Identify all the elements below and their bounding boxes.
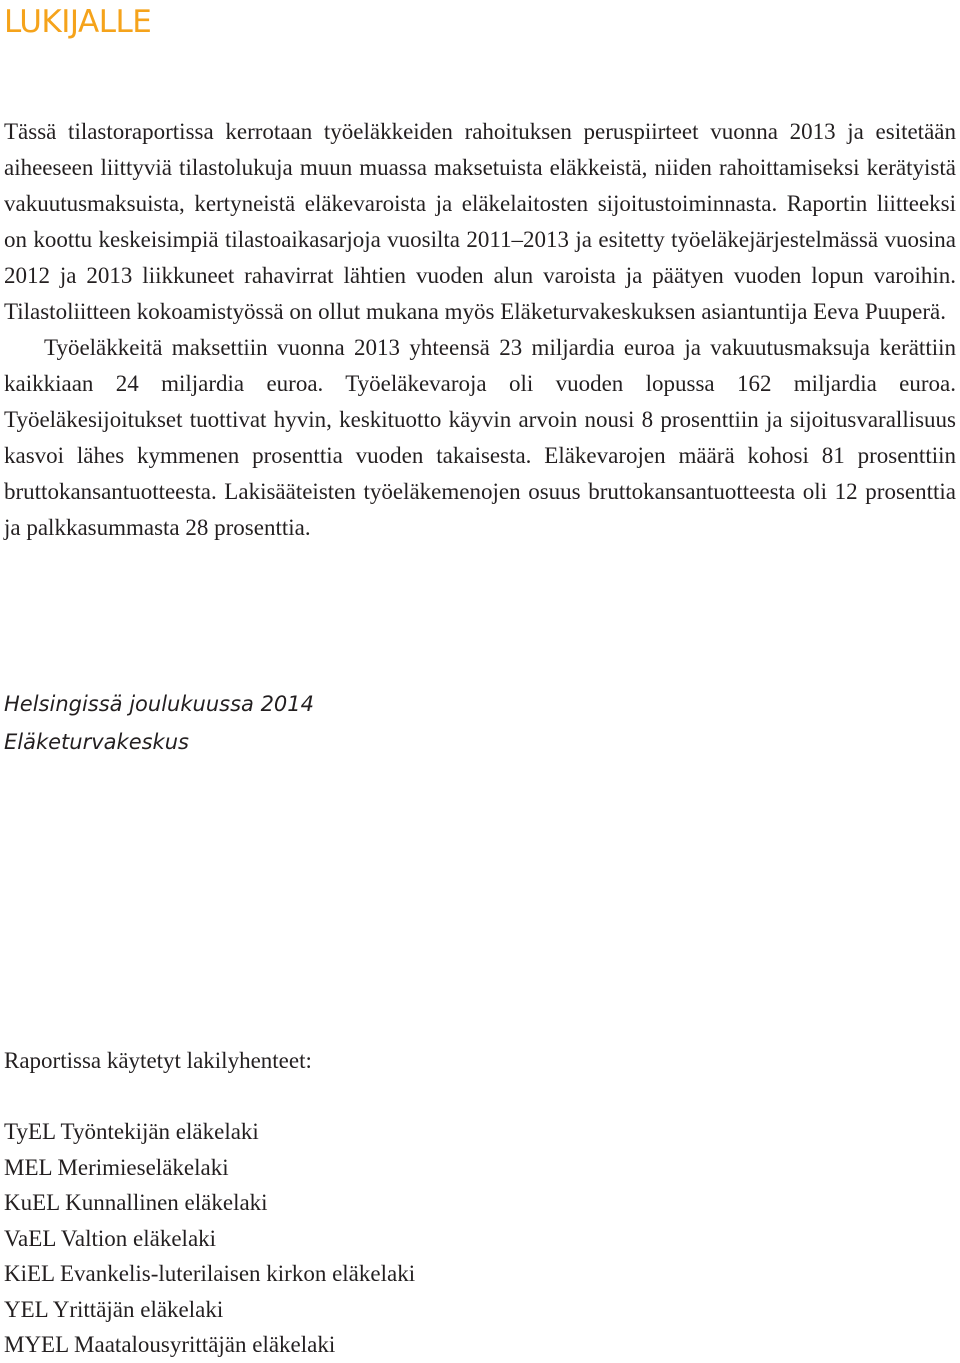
- list-item: TyEL Työntekijän eläkelaki: [4, 1119, 259, 1144]
- intro-text: [4, 114, 956, 546]
- list-item: VaEL Valtion eläkelaki: [4, 1225, 217, 1251]
- abbreviations-title: Raportissa käytetyt lakilyhenteet:: [4, 1048, 312, 1073]
- summary-paragraph: Työeläkkeitä maksettiin vuonna 2013 yhteensä 23 miljardia euroa ja vakuutusmaksuja kerättiin kaikkiaan 24 miljardia euroa. Työeläkevaroja oli vuoden lopussa 162 miljardia euroa. Työeläkesijoitukset tuottivat hyvin, keskituotto käyvin arvoin nousi 8 prosenttiin ja sijoitusvarallisuus kasvoi lähes kymmenen prosenttia vuoden takaisesta. Eläkevarojen määrä kohosi 81 prosenttiin bruttokansantuotteesta. Lakisääteisten työeläkemenojen osuus bruttokansantuotteesta oli 12 prosenttia ja palkkasummasta 28 prosenttia.: [4, 335, 956, 540]
- signature-organization: Eläketurvakeskus: [4, 730, 189, 754]
- page-heading: LUKIJALLE: [4, 4, 152, 40]
- abbreviations-list: [4, 1114, 415, 1363]
- signature-block: [4, 685, 314, 761]
- list-item: MEL Merimieseläkelaki: [4, 1154, 229, 1180]
- intro-paragraph: Tässä tilastoraportissa kerrotaan työeläkkeiden rahoituksen peruspiirteet vuonna 2013 ja esitetään aiheeseen liittyviä tilastolukuja muun muassa maksetuista eläkkeistä, niiden rahoittamiseksi kerätyistä vakuutusmaksuista, kertyneistä eläkevaroista ja eläkelaitosten sijoitustoiminnasta. Raportin liitteeksi on koottu keskeisimpiä tilastoaikasarjoja vuosilta 2011–2013 ja esitetty työeläkejärjestelmässä vuosina 2012 ja 2013 liikkuneet rahavirrat lähtien vuoden alun varoista ja päätyen vuoden lopun varoihin. Tilastoliitteen kokoamistyössä on ollut mukana myös Eläketurvakeskuksen asiantuntija Eeva Puuperä.: [4, 119, 956, 324]
- list-item: KuEL Kunnallinen eläkelaki: [4, 1190, 268, 1215]
- signature-place-date: Helsingissä joulukuussa 2014: [4, 692, 315, 716]
- list-item: YEL Yrittäjän eläkelaki: [4, 1296, 224, 1322]
- list-item: MYEL Maatalousyrittäjän eläkelaki: [4, 1332, 336, 1357]
- list-item: KiEL Evankelis-luterilaisen kirkon eläkelaki: [4, 1261, 416, 1286]
